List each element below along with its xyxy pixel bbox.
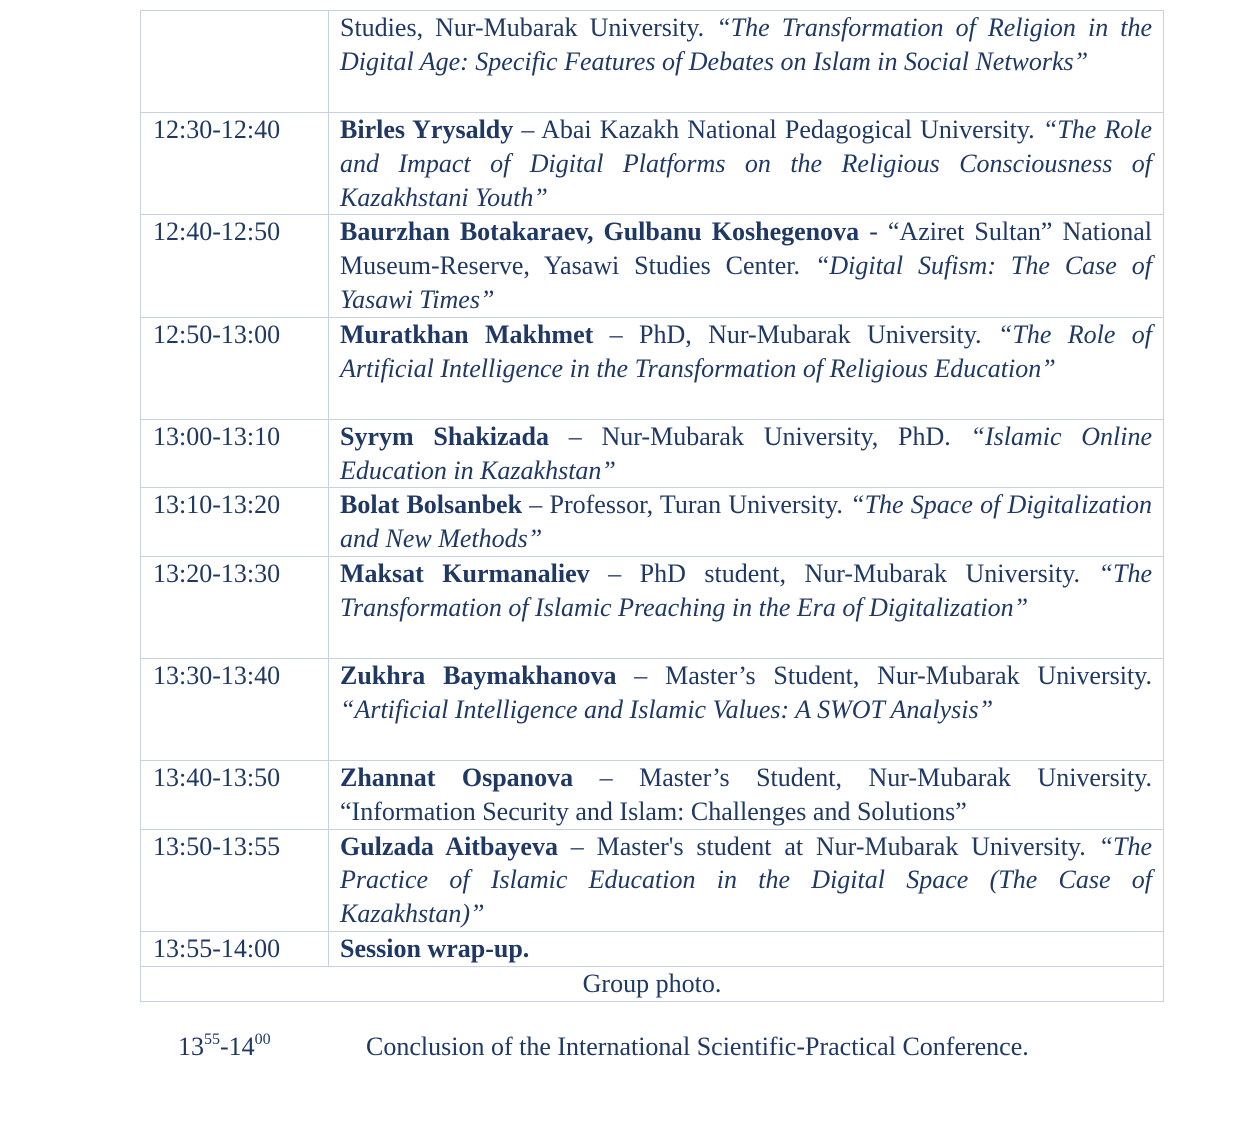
talk-title: “Information Security and Islam: Challenges and Solutions” bbox=[340, 796, 967, 826]
description-cell bbox=[329, 215, 1164, 317]
affiliation: Master’s Student, Nur-Mubarak University. bbox=[639, 762, 1152, 792]
table-row bbox=[141, 317, 1164, 419]
table-row bbox=[141, 760, 1164, 829]
table-row bbox=[141, 215, 1164, 317]
separator: – bbox=[557, 831, 597, 861]
description-cell bbox=[329, 488, 1164, 557]
affiliation: Nur-Mubarak University, PhD. bbox=[601, 421, 971, 451]
speaker-name: Birles Yrysaldy bbox=[340, 115, 514, 144]
time-cell-empty bbox=[141, 11, 329, 113]
talk-title: “Artificial Intelligence and Islamic Values: A SWOT Analysis” bbox=[340, 694, 994, 724]
table-row bbox=[141, 11, 1164, 113]
talk-title: “The Transformation of Islamic Preaching in the Era of Digitalization” bbox=[340, 558, 1153, 622]
table-row bbox=[141, 829, 1164, 931]
description-cell bbox=[329, 11, 1164, 113]
separator: – bbox=[616, 660, 666, 690]
separator: – bbox=[513, 115, 542, 144]
speaker-name: Baurzhan Botakaraev, Gulbanu Koshegenova bbox=[340, 217, 860, 247]
talk-title: “Islamic Online Education in Kazakhstan” bbox=[340, 421, 1153, 485]
description-cell bbox=[329, 317, 1164, 419]
table-row bbox=[141, 556, 1164, 658]
description-cell bbox=[329, 658, 1164, 760]
separator: – bbox=[549, 421, 602, 451]
talk-title: “Digital Sufism: The Case of Yasawi Times” bbox=[340, 251, 1152, 314]
speaker-name: Zhannat Ospanova bbox=[340, 762, 574, 792]
speaker-name: Zukhra Baymakhanova bbox=[340, 660, 617, 690]
talk-title: “The Role and Impact of Digital Platforms on the Religious Consciousness of Kazakhstani Youth” bbox=[340, 115, 1153, 212]
time-slot: 13:50-13:55 bbox=[141, 829, 329, 931]
separator: – bbox=[573, 762, 640, 792]
speaker-name: Bolat Bolsanbek bbox=[340, 490, 523, 520]
affiliation: PhD, Nur-Mubarak University. bbox=[639, 319, 998, 349]
affiliation: Master's student at Nur-Mubarak University. bbox=[596, 831, 1099, 861]
time-slot: 13:10-13:20 bbox=[141, 488, 329, 557]
end-hour: 14 bbox=[228, 1032, 255, 1061]
table-row bbox=[141, 966, 1164, 1001]
affiliation: Professor, Turan University. bbox=[549, 490, 851, 520]
separator: - bbox=[859, 217, 888, 247]
affiliation: Master’s Student, Nur-Mubarak University. bbox=[665, 660, 1152, 690]
affiliation: “Aziret Sultan” National Museum-Reserve, Yasawi Studies Center. bbox=[340, 217, 1152, 281]
speaker-name: Maksat Kurmanaliev bbox=[340, 558, 590, 588]
description-cell bbox=[329, 113, 1164, 215]
talk-title: “The Role of Artificial Intelligence in the Transformation of Religious Education” bbox=[340, 319, 1152, 383]
start-hour: 13 bbox=[178, 1032, 204, 1061]
description-cell bbox=[329, 419, 1164, 488]
affiliation: Studies, Nur-Mubarak University. bbox=[340, 13, 717, 42]
affiliation: Abai Kazakh National Pedagogical University. bbox=[541, 115, 1043, 144]
description-cell bbox=[329, 829, 1164, 931]
start-minutes: 55 bbox=[204, 1031, 220, 1048]
time-slot: 12:30-12:40 bbox=[141, 113, 329, 215]
affiliation: PhD student, Nur-Mubarak University. bbox=[639, 558, 1099, 588]
table-row bbox=[141, 931, 1164, 966]
speaker-name: Syrym Shakizada bbox=[340, 421, 550, 451]
speaker-name: Muratkhan Makhmet bbox=[340, 319, 594, 349]
time-slot: 13:30-13:40 bbox=[141, 658, 329, 760]
table-row bbox=[141, 113, 1164, 215]
dash: - bbox=[220, 1032, 229, 1061]
talk-title: “The Practice of Islamic Education in the Digital Space (The Case of Kazakhstan)” bbox=[340, 831, 1153, 929]
time-slot: 13:00-13:10 bbox=[141, 419, 329, 488]
separator: – bbox=[522, 490, 550, 520]
session-wrap-up: Session wrap-up. bbox=[340, 933, 530, 963]
table-row bbox=[141, 419, 1164, 488]
description-cell bbox=[329, 931, 1164, 966]
separator: – bbox=[589, 558, 640, 588]
time-slot: 12:50-13:00 bbox=[141, 317, 329, 419]
talk-title: “The Transformation of Religion in the Digital Age: Specific Features of Debates on Islam in Social Networks” bbox=[340, 13, 1152, 76]
description-cell bbox=[329, 760, 1164, 829]
conclusion-text: Conclusion of the International Scientific-Practical Conference. bbox=[366, 1032, 1029, 1061]
time-slot: 13:40-13:50 bbox=[141, 760, 329, 829]
time-slot: 13:55-14:00 bbox=[141, 931, 329, 966]
separator: – bbox=[593, 319, 640, 349]
description-cell bbox=[329, 556, 1164, 658]
time-slot: 13:20-13:30 bbox=[141, 556, 329, 658]
end-minutes: 00 bbox=[254, 1031, 271, 1048]
talk-title: “The Space of Digitalization and New Methods” bbox=[340, 490, 1153, 554]
schedule-table bbox=[140, 10, 1164, 1002]
conclusion-time bbox=[178, 1030, 271, 1064]
time-slot: 12:40-12:50 bbox=[141, 215, 329, 317]
table-row bbox=[141, 488, 1164, 557]
table-row bbox=[141, 658, 1164, 760]
conclusion-line bbox=[0, 1030, 1241, 1070]
speaker-name: Gulzada Aitbayeva bbox=[340, 831, 558, 861]
group-photo: Group photo. bbox=[141, 966, 1164, 1001]
